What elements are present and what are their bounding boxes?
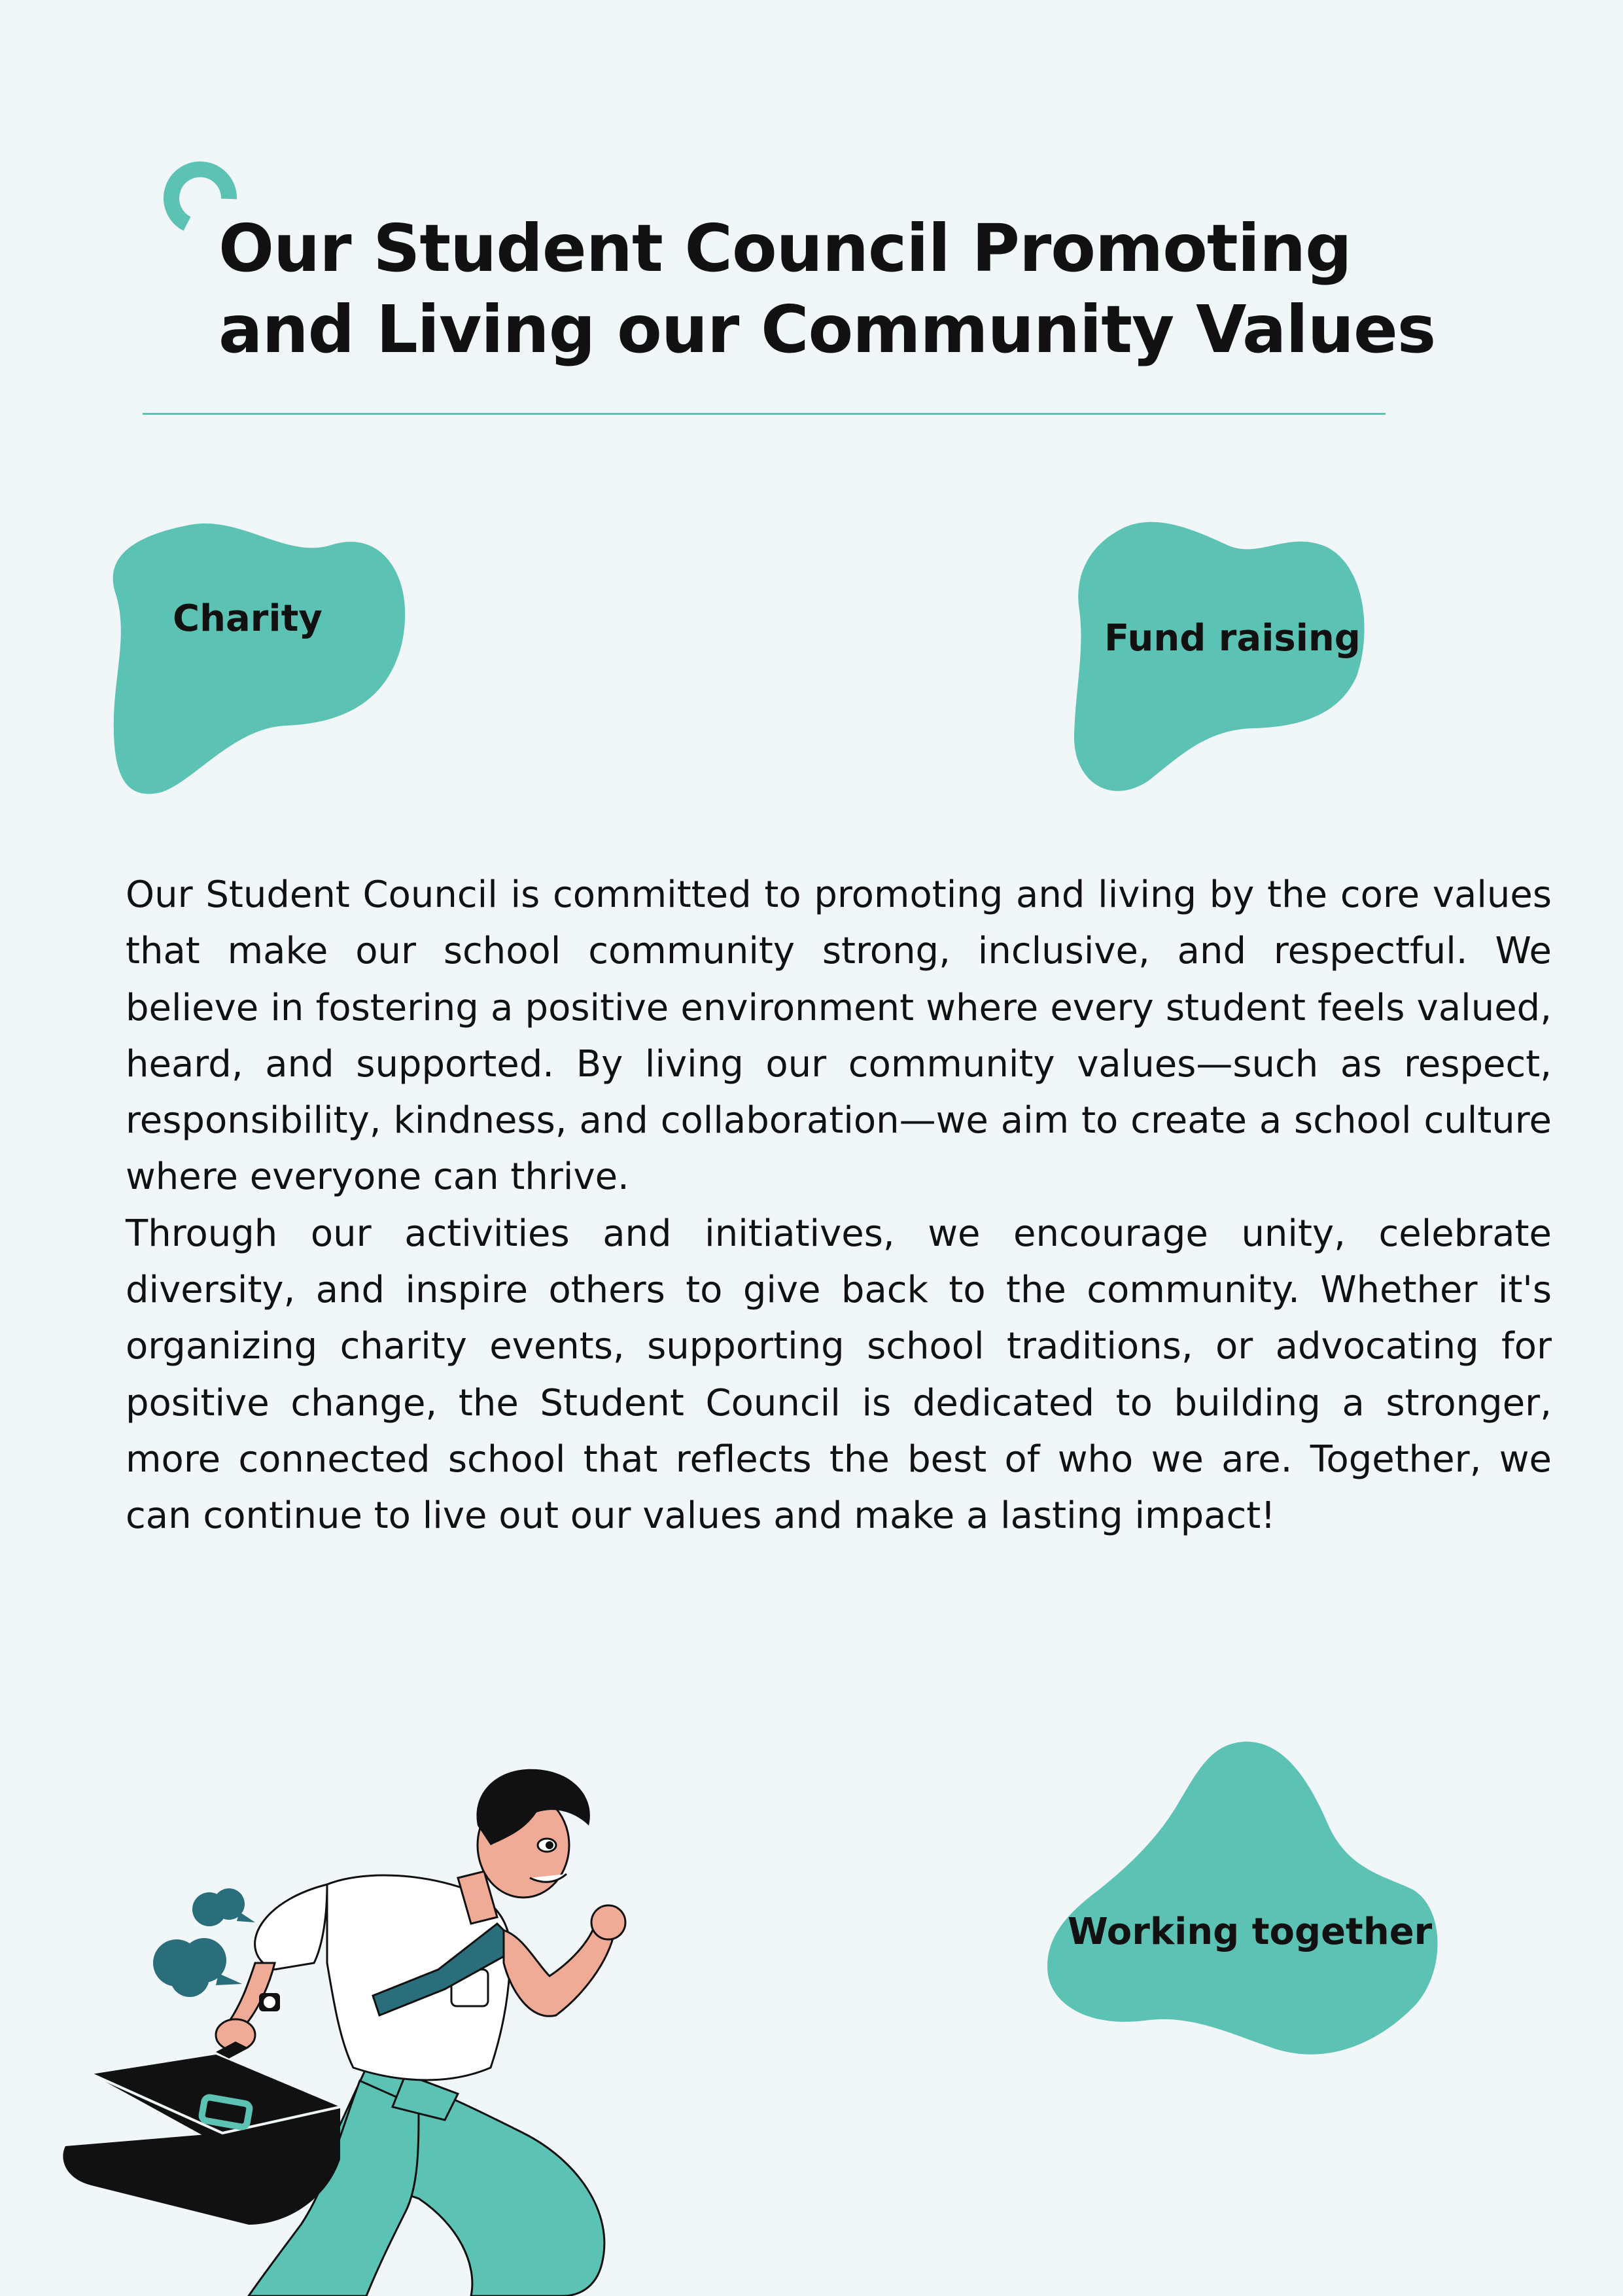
body-text: [126, 867, 1552, 1545]
fund-raising-label: Fund raising: [1104, 617, 1361, 660]
title-divider: [143, 413, 1386, 415]
working-together-blob: [1047, 1739, 1439, 2060]
puff-cloud-icon: [153, 1888, 255, 1997]
charity-blob-shape: [109, 520, 407, 795]
fund-raising-blob: [1070, 519, 1367, 792]
working-together-label: Working together: [1068, 1911, 1433, 1953]
briefcase-icon: [63, 2041, 340, 2225]
head: [476, 1769, 589, 1898]
title-line-2: and Living our Community Values: [218, 291, 1436, 368]
running-student-illustration: [52, 1767, 680, 2296]
back-arm: [216, 1963, 280, 2051]
page-title: [218, 208, 1461, 370]
charity-label: Charity: [173, 597, 323, 640]
front-arm: [504, 1905, 625, 2016]
title-line-1: Our Student Council Promoting: [218, 210, 1352, 287]
charity-blob: [109, 520, 407, 795]
body-paragraph-1: Our Student Council is committed to promoting and living by the core values that make our school community strong, inclusive, and respectful. We believe in fostering a positive environment where every student feels valued, heard, and supported. By living our community values—such as respect, responsibility, kindness, and collaboration—we aim to create a school culture where everyone can thrive.: [126, 874, 1552, 1199]
working-together-blob-shape: [1047, 1739, 1439, 2060]
body-paragraph-2: Through our activities and initiatives, we encourage unity, celebrate diversity, and inspire others to give back to the community. Whether it's organizing charity events, supporting school traditions, or advocating for positive change, the Student Council is dedicated to building a stronger, more connected school that reflects the best of who we are. Together, we can continue to live out our values and make a lasting impact!: [126, 1212, 1552, 1538]
